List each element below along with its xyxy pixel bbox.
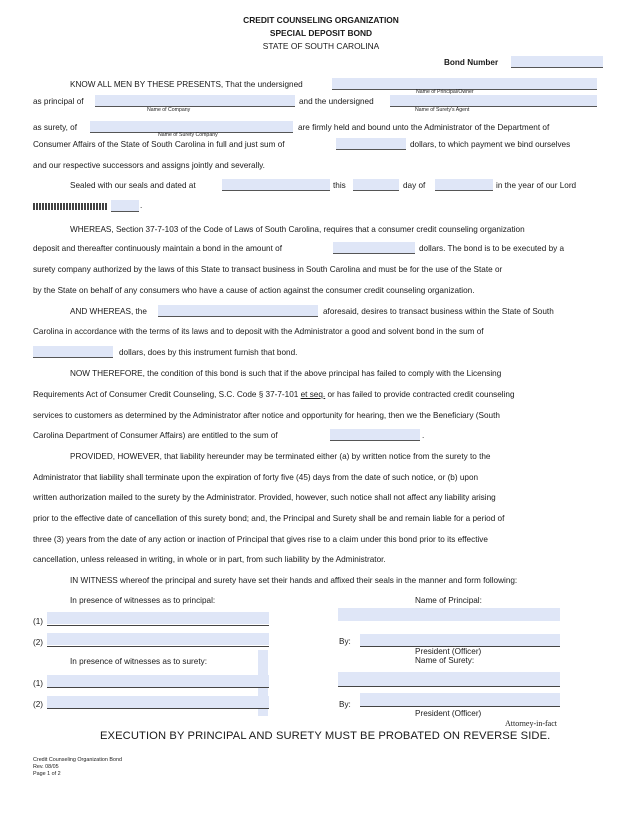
as-surety-of-text: as surety, of (33, 123, 77, 132)
year-scribble (33, 203, 108, 210)
surety-name-field[interactable] (338, 672, 560, 686)
period-dot-2: . (422, 431, 425, 440)
and-undersigned-text: and the undersigned (299, 97, 374, 106)
written-auth-text: written authorization mailed to the surety by the Administrator. Provided, however, such notice shall not affect any liability arising (33, 493, 496, 502)
bond-amount-field[interactable] (333, 242, 415, 254)
consumer-affairs-text: Consumer Affairs of the State of South Carolina in full and just sum of (33, 140, 285, 149)
form-bond-title: SPECIAL DEPOSIT BOND (269, 28, 373, 38)
requirements-text-b: or has failed to provide contracted credit counseling (327, 390, 515, 399)
witness-1-label: (1) (33, 617, 44, 626)
surety-agent-caption: Name of Surety's Agent (415, 107, 470, 113)
and-whereas-text: AND WHEREAS, the (70, 307, 147, 316)
by-2-label: By: (339, 700, 351, 709)
sum-of-field[interactable] (33, 346, 113, 358)
principal-name-field[interactable] (338, 608, 560, 621)
by-state-text: by the State on behalf of any consumers who have a cause of action against the consumer credit counseling organization. (33, 286, 475, 295)
this-day-field[interactable] (353, 179, 399, 191)
organization-name-field[interactable] (158, 305, 318, 317)
dated-at-field[interactable] (222, 179, 330, 191)
entitled-sum-field[interactable] (330, 429, 420, 441)
footer-form-name: Credit Counseling Organization Bond (33, 757, 122, 763)
dollars-does-text: dollars, does by this instrument furnish that bond. (119, 348, 298, 357)
et-seq-text: et seq. (300, 390, 326, 399)
successors-text: and our respective successors and assigns jointly and severally. (33, 161, 265, 170)
day-of-text: day of (403, 181, 426, 190)
company-caption: Name of Company (147, 107, 191, 113)
carolina-dept-text: Carolina Department of Consumer Affairs) are entitled to the sum of (33, 431, 278, 440)
cancellation-text: cancellation, unless released in writing, in whole or in part, from such liability by the Administrator. (33, 555, 386, 564)
whereas-text: WHEREAS, Section 37-7-103 of the Code of Laws of South Carolina, requires that a consumer credit counseling organization (70, 225, 525, 234)
presence-principal-text: In presence of witnesses as to principal: (70, 596, 216, 605)
president-officer-2: President (Officer) (415, 709, 482, 718)
witness-4-field[interactable] (47, 696, 269, 708)
witness-1-line (47, 625, 269, 626)
witness-2-line (47, 646, 269, 647)
execution-notice: EXECUTION BY PRINCIPAL AND SURETY MUST BE PROBATED ON REVERSE SIDE. (100, 730, 551, 742)
witness-1-field[interactable] (47, 612, 269, 624)
prior-to-text: prior to the effective date of cancellation of this surety bond; and, the Principal and Surety shall be and remain liable for a period of (33, 514, 505, 523)
footer-revision: Rev. 08/05 (33, 764, 59, 770)
witness-3-field[interactable] (47, 675, 269, 687)
month-field[interactable] (435, 179, 493, 191)
president-officer-1: President (Officer) (415, 647, 482, 656)
as-principal-of-text: as principal of (33, 97, 84, 106)
surety-signature-line (360, 706, 560, 707)
witness-4-line (47, 708, 269, 709)
this-text: this (333, 181, 346, 190)
aforesaid-text: aforesaid, desires to transact business within the State of South (323, 307, 554, 316)
admin-liability-text: Administrator that liability shall terminate upon the expiration of forty five (45) days from the date of such notice, or (b) upon (33, 473, 479, 482)
year-field[interactable] (111, 200, 139, 212)
sum-field[interactable] (336, 138, 406, 150)
surety-company-caption: Name of Surety Company (158, 132, 218, 138)
surety-auth-text: surety company authorized by the laws of this State to transact business in South Carolina and must be for the use of the State or (33, 265, 503, 274)
name-of-surety-text: Name of Surety: (415, 656, 475, 665)
presence-surety-text: In presence of witnesses as to surety: (70, 657, 207, 666)
footer-page: Page 1 of 2 (33, 771, 61, 777)
witness-2-label: (2) (33, 638, 44, 647)
firmly-held-text: are firmly held and bound unto the Administrator of the Department of (298, 123, 550, 132)
company-name-field[interactable] (95, 95, 295, 107)
attorney-in-fact-text: Attorney-in-fact (505, 719, 557, 728)
know-all-men-text: KNOW ALL MEN BY THESE PRESENTS, That the undersigned (70, 80, 303, 89)
services-text: services to customers as determined by the Administrator after notice and opportunity for hearing, then we the Beneficiary (South (33, 411, 500, 420)
witness-text: IN WITNESS whereof the principal and surety have set their hands and affixed their seals in the manner and form following: (70, 576, 518, 585)
by-1-label: By: (339, 637, 351, 646)
now-therefore-text: NOW THEREFORE, the condition of this bond is such that if the above principal has failed to comply with the Licensing (70, 369, 502, 378)
surety-name-line (338, 686, 560, 687)
witness-2-field[interactable] (47, 633, 269, 645)
witness-4-label: (2) (33, 700, 44, 709)
principal-signature-field[interactable] (360, 634, 560, 646)
requirements-text-a: Requirements Act of Consumer Credit Counseling, S.C. Code § 37-7-101 (33, 390, 299, 399)
bond-number-field[interactable] (511, 56, 603, 68)
provided-text: PROVIDED, HOWEVER, that liability hereunder may be terminated either (a) by written notice from the surety to the (70, 452, 491, 461)
period-dot: . (140, 201, 143, 210)
dollars-bind-text: dollars, to which payment we bind ourselves (410, 140, 571, 149)
sealed-text: Sealed with our seals and dated at (70, 181, 196, 190)
name-of-principal-text: Name of Principal: (415, 596, 482, 605)
three-years-text: three (3) years from the date of any action or inaction of Principal that gives rise to a claim under this bond prior to its effective (33, 535, 488, 544)
year-of-lord-text: in the year of our Lord (496, 181, 577, 190)
form-state-title: STATE OF SOUTH CAROLINA (262, 41, 380, 51)
surety-agent-field[interactable] (390, 95, 597, 107)
dollars-bond-text: dollars. The bond is to be executed by a (419, 244, 565, 253)
requirements-text (33, 389, 515, 400)
carolina-accordance-text: Carolina in accordance with the terms of its laws and to deposit with the Administrator a good and solvent bond in the sum of (33, 327, 484, 336)
form-org-title: CREDIT COUNSELING ORGANIZATION (243, 15, 399, 25)
witness-3-label: (1) (33, 679, 44, 688)
deposit-text: deposit and thereafter continuously maintain a bond in the amount of (33, 244, 282, 253)
bond-number-label: Bond Number (444, 58, 499, 67)
surety-signature-field[interactable] (360, 693, 560, 706)
principal-owner-caption: Name of Principal/Owner (416, 89, 474, 95)
witness-3-line (47, 687, 269, 688)
